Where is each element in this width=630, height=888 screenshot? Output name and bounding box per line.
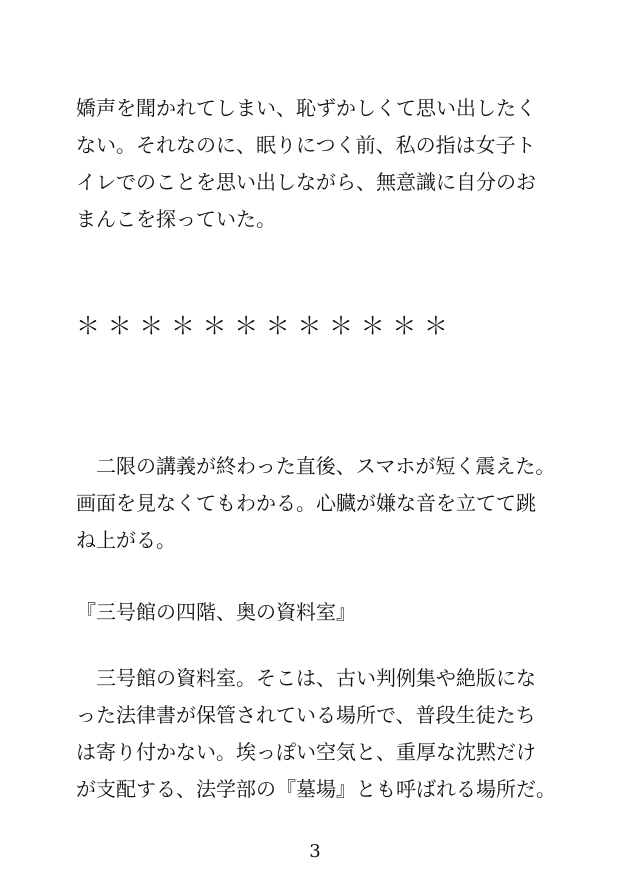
text-line: った法律書が保管されている場所で、普段生徒たち [76, 703, 536, 727]
text-line: 『三号館の四階、奥の資料室』 [76, 600, 356, 624]
text-line: は寄り付かない。埃っぽい空気と、重厚な沈黙だけ [76, 740, 536, 764]
text-line: ない。それなのに、眠りにつく前、私の指は女子ト [76, 133, 536, 157]
paragraph-4 [76, 660, 571, 808]
paragraph-1 [76, 90, 571, 238]
text-line: ね上がる。 [76, 528, 176, 552]
text-line: まんこを探っていた。 [76, 207, 276, 231]
text-line: 二限の講義が終わった直後、スマホが短く震えた。 [76, 454, 556, 478]
text-line: が支配する、法学部の『墓場』とも呼ばれる場所だ。 [76, 777, 556, 801]
text-line: 三号館の資料室。そこは、古い判例集や絶版にな [76, 666, 536, 690]
paragraph-3 [76, 594, 571, 631]
text-line: 嬌声を聞かれてしまい、恥ずかしくて思い出したく [76, 96, 536, 120]
scene-break-separator: ＊ ＊ ＊ ＊ ＊ ＊ ＊ ＊ ＊ ＊ ＊ ＊ [76, 312, 448, 340]
text-line: イレでのことを思い出しながら、無意識に自分のお [76, 170, 536, 194]
text-line: 画面を見なくてもわかる。心臓が嫌な音を立てて跳 [76, 491, 536, 515]
paragraph-2 [76, 448, 571, 559]
page-number: 3 [309, 841, 321, 862]
